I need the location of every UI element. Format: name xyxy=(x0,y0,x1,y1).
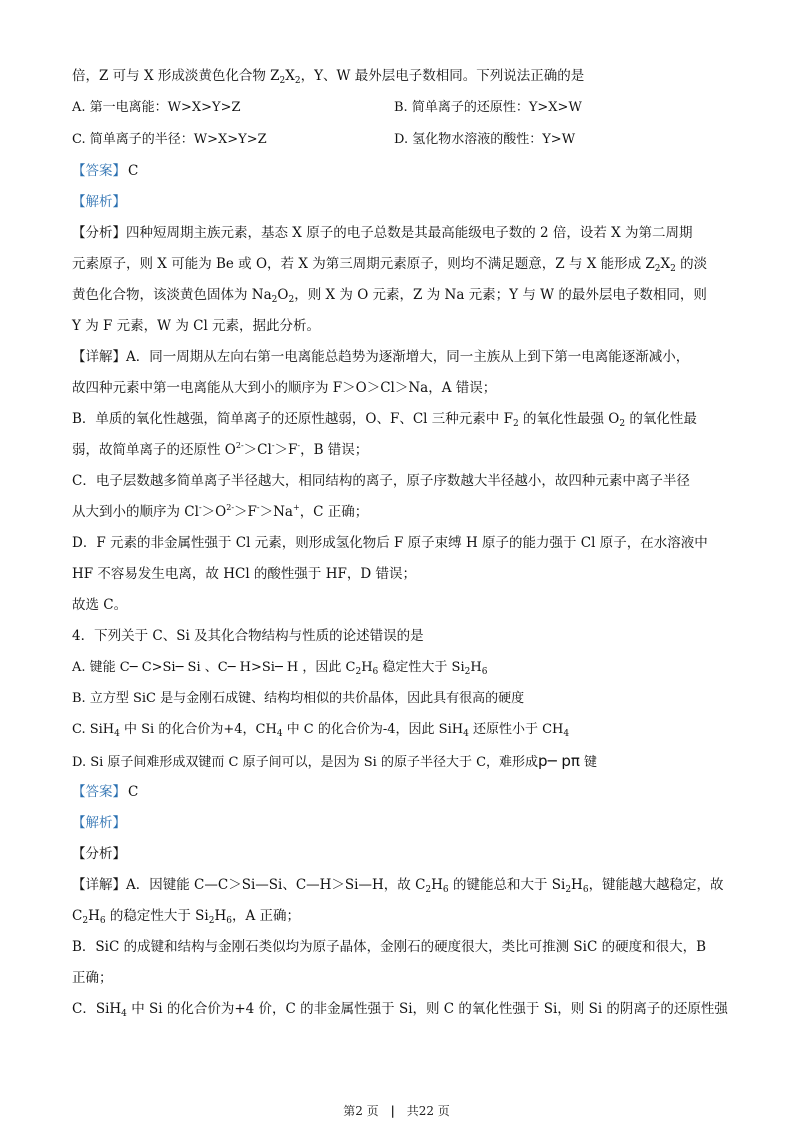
q4-option-c: C. SiH$_4$ 中 Si 的化合价为+4，$CH_4$ 中 C 的化合价为-4，因此 SiH$_4$ 还原性小于 $CH_4$ xyxy=(72,722,570,739)
q3-option-b: B. 简单离子的还原性：Y>X>W xyxy=(394,100,582,115)
q3-option-d: D. 氢化物水溶液的酸性：Y>W xyxy=(394,132,576,147)
page-footer xyxy=(0,1102,793,1119)
q3-option-c: C. 简单离子的半径：W>X>Y>Z xyxy=(72,132,267,147)
q3-detail-b2: 弱，故简单离子的还原性 $O^{2-}>Cl^->F^-$，B 错误； xyxy=(72,441,369,458)
q3-detail-d2: HF 不容易发生电离，故 HCl 的酸性强于 HF，D 错误； xyxy=(72,566,416,582)
footer-separator: | xyxy=(390,1104,395,1118)
q3-stem: 倍，Z 可与 X 形成淡黄色化合物 $Z_2X_2$，Y、W 最外层电子数相同。下列说法正确的是 xyxy=(72,68,585,86)
q3-fenxi-3: 黄色化合物，该淡黄色固体为 $Na_2O_2$，则 X 为 O 元素，Z 为 Na 元素；Y 与 W 的最外层电子数相同，则 xyxy=(72,287,707,305)
page-total: 共22 页 xyxy=(406,1104,450,1118)
q4-detail-c1: C．SiH$_4$ 中 Si 的化合价为+4 价，C 的非金属性强于 Si，则 C 的氧化性强于 Si，则 Si 的阴离子的还原性强 xyxy=(72,1001,728,1019)
q3-detail-c2: 从大到小的顺序为 $Cl^->O^{2-}>F^->Na^+$，C 正确； xyxy=(72,503,369,520)
q3-answer: 【答案】 C xyxy=(72,163,139,179)
q3-fenxi-1: 【分析】四种短周期主族元素，基态 X 原子的电子总数是其最高能级电子数的 2 倍，设若 X 为第二周期 xyxy=(72,225,693,241)
q4-option-d: D. Si 原子间难形成双键而 C 原子间可以，是因为 Si 的原子半径大于 C，难形成p─ pπ 键 xyxy=(72,752,598,770)
q3-detail-b1: B．单质的氧化性越强，简单离子的还原性越弱，O、F、Cl 三种元素中 $F_2$ 的氧化性最强 $O_2$ 的氧化性最 xyxy=(72,411,697,429)
q3-detail-a2: 故四种元素中第一电离能从大到小的顺序为 F＞O＞Cl＞Na，A 错误； xyxy=(72,380,497,396)
q3-fenxi-2: 元素原子，则 X 可能为 Be 或 O，若 X 为第三周期元素原子，则均不满足题意，Z 与 X 能形成 $Z_2X_2$ 的淡 xyxy=(72,256,708,274)
q4-answer: 【答案】 C xyxy=(72,784,139,800)
q3-detail-c1: C．电子层数越多简单离子半径越大，相同结构的离子，原子序数越大半径越小，故四种元素中离子半径 xyxy=(72,473,690,489)
q4-fenxi-tag: 【分析】 xyxy=(72,846,126,862)
q3-detail-a1: 【详解】A．同一周期从左向右第一电离能总趋势为逐渐增大，同一主族从上到下第一电离能逐渐减小， xyxy=(72,349,690,365)
page-number: 第2 页 xyxy=(343,1104,379,1118)
q3-option-a: A. 第一电离能：W>X>Y>Z xyxy=(72,100,241,115)
q4-detail-b2: 正确； xyxy=(72,970,113,986)
q3-detail-d1: D．F 元素的非金属性强于 Cl 元素，则形成氢化物后 F 原子束缚 H 原子的能力强于 Cl 原子，在水溶液中 xyxy=(72,535,708,551)
q3-analysis-tag: 【解析】 xyxy=(72,194,126,210)
q4-option-a: A. 键能 C─ C>Si─ Si 、C─ H>Si─ H ，因此 $C_2H_6$ 稳定性大于 $Si_2H_6$ xyxy=(72,660,488,677)
q4-detail-b1: B．SiC 的成键和结构与金刚石类似均为原子晶体，金刚石的硬度很大，类比可推测 SiC 的硬度和很大，B xyxy=(72,939,707,955)
q4-option-b: B. 立方型 SiC 是与金刚石成键、结构均相似的共价晶体，因此具有很高的硬度 xyxy=(72,691,525,706)
q4-stem: 4．下列关于 C、Si 及其化合物结构与性质的论述错误的是 xyxy=(72,628,424,644)
q4-detail-a1: 【详解】A．因键能 C—C＞Si—Si、C—H＞Si—H，故 $C_2H_6$ 的键能总和大于 $Si_2H_6$，键能越大越稳定，故 xyxy=(72,877,724,895)
q4-detail-a2: $C_2H_6$ 的稳定性大于 $Si_2H_6$，A 正确； xyxy=(72,908,301,926)
q4-analysis-tag: 【解析】 xyxy=(72,815,126,831)
q3-conclusion: 故选 C。 xyxy=(72,597,128,613)
q3-fenxi-4: Y 为 F 元素，W 为 Cl 元素，据此分析。 xyxy=(72,318,321,334)
